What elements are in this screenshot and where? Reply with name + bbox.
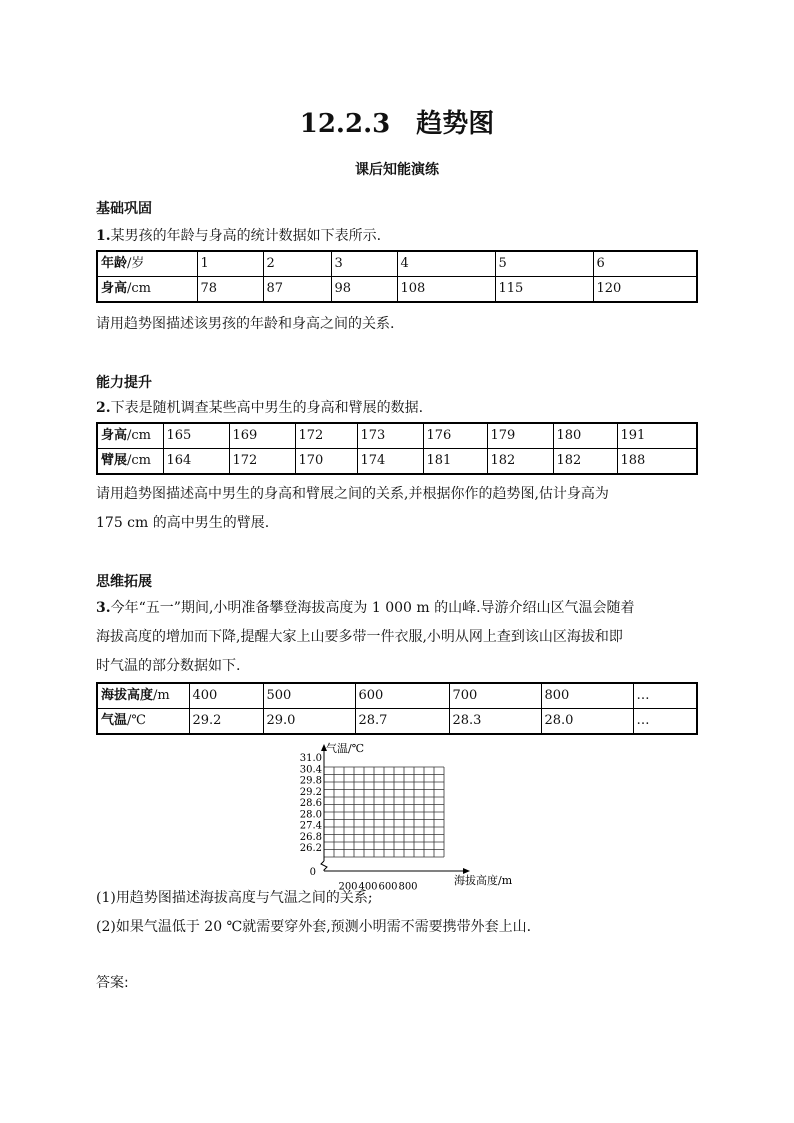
table-cell: 28.0 [541, 709, 633, 735]
page-subtitle: 课后知能演练 [355, 162, 439, 178]
question-3-line-1: 3.今年“五一”期间,小明准备攀登海拔高度为 1 000 m 的山峰.导游介绍山区气温会随着 [96, 600, 635, 616]
question-1-number: 1. [96, 228, 111, 244]
question-1-task: 请用趋势图描述该男孩的年龄和身高之间的关系. [96, 316, 395, 332]
table-cell: 108 [397, 277, 495, 303]
y-tick-label: 26.2 [299, 843, 322, 854]
question-3-line-3: 时气温的部分数据如下. [96, 658, 241, 674]
question-2-task-line-1: 请用趋势图描述高中男生的身高和臂展之间的关系,并根据你作的趋势图,估计身高为 [96, 486, 609, 502]
question-1-stem: 某男孩的年龄与身高的统计数据如下表所示. [110, 228, 382, 244]
table-cell: 120 [593, 277, 697, 303]
table-cell: 182 [487, 449, 553, 475]
table-row [97, 277, 697, 303]
y-tick-label: 30.4 [299, 764, 322, 776]
table-cell: 700 [449, 683, 541, 709]
chart-grid [324, 767, 444, 857]
table-row [97, 683, 697, 709]
table-cell: 191 [617, 423, 697, 449]
table-cell: 181 [423, 449, 487, 475]
table-cell: 3 [331, 251, 397, 277]
table-cell: 29.2 [189, 709, 263, 735]
question-3-line-2: 海拔高度的增加而下降,提醒大家上山要多带一件衣服,小明从网上查到该山区海拔和即 [96, 629, 623, 645]
question-2-number: 2. [96, 400, 111, 416]
table-cell: 1 [197, 251, 263, 277]
x-tick-label: 200 [338, 881, 358, 893]
table-cell: 6 [593, 251, 697, 277]
section-heading-ability: 能力提升 [96, 375, 152, 391]
x-axis-label: 海拔高度/m [454, 874, 513, 887]
y-tick-label: 29.2 [299, 786, 322, 798]
answer-label: 答案: [96, 975, 129, 991]
title-text: 趋势图 [416, 109, 495, 139]
table-header-cell: 身高/cm [97, 277, 197, 303]
table-cell: 173 [357, 423, 423, 449]
table-header-cell: 身高/cm [97, 423, 163, 449]
chart-axes [321, 744, 470, 874]
table-cell: 180 [553, 423, 617, 449]
table-header-cell: 气温/℃ [97, 709, 189, 735]
table-cell: 2 [263, 251, 331, 277]
table-cell: 179 [487, 423, 553, 449]
table-cell: 29.0 [263, 709, 355, 735]
table-cell: 188 [617, 449, 697, 475]
table-row [97, 709, 697, 735]
table-header-cell: 海拔高度/m [97, 683, 189, 709]
y-tick-label: 28.0 [299, 809, 322, 821]
table-cell: 400 [189, 683, 263, 709]
chart-labels [300, 741, 513, 892]
question-1-text [96, 222, 706, 251]
y-tick-label: 29.8 [299, 775, 322, 787]
q2-table [96, 422, 698, 475]
question-3-subquestions [96, 884, 706, 942]
section-heading-thinking: 思维拓展 [96, 574, 152, 590]
question-3-text [96, 594, 706, 681]
table-header-cell: 臂展/cm [97, 449, 163, 475]
question-3-sub-1: (1)用趋势图描述海拔高度与气温之间的关系; [96, 890, 373, 906]
origin-label: 0 [309, 867, 316, 878]
y-tick-label: 31.0 [299, 753, 322, 764]
table-cell: 800 [541, 683, 633, 709]
table-cell: … [633, 683, 697, 709]
x-tick-label: 800 [398, 881, 418, 893]
table-cell: 5 [495, 251, 593, 277]
title-number: 12.2.3 [299, 109, 391, 139]
y-axis-break [321, 861, 327, 871]
temperature-grid-chart [280, 738, 513, 893]
page-title [0, 103, 794, 140]
section-heading-basic: 基础巩固 [96, 201, 152, 217]
y-tick-label: 26.8 [299, 831, 322, 843]
table-row [97, 423, 697, 449]
table-cell: 174 [357, 449, 423, 475]
question-3-sub-2: (2)如果气温低于 20 ℃就需要穿外套,预测小明需不需要携带外套上山. [96, 919, 532, 935]
table-cell: 169 [229, 423, 295, 449]
table-header-cell: 年龄/岁 [97, 251, 197, 277]
y-axis-label: 气温/℃ [326, 742, 365, 755]
table-cell: 182 [553, 449, 617, 475]
q3-table [96, 682, 698, 735]
table-cell: 87 [263, 277, 331, 303]
y-tick-label: 28.6 [299, 798, 322, 809]
table-cell: 165 [163, 423, 229, 449]
table-cell: 4 [397, 251, 495, 277]
table-cell: 172 [295, 423, 357, 449]
table-cell: 98 [331, 277, 397, 303]
table-cell: 28.7 [355, 709, 449, 735]
q1-table [96, 250, 698, 303]
table-row [97, 251, 697, 277]
table-row [97, 449, 697, 475]
table-cell: 600 [355, 683, 449, 709]
question-2-task-line-2: 175 cm 的高中男生的臂展. [96, 515, 270, 531]
table-cell: … [633, 709, 697, 735]
question-2-text [96, 394, 706, 423]
x-tick-label: 400 [358, 881, 378, 893]
table-cell: 78 [197, 277, 263, 303]
table-cell: 170 [295, 449, 357, 475]
x-tick-label: 600 [378, 881, 398, 893]
y-tick-label: 27.4 [299, 820, 322, 832]
question-2-task [96, 480, 706, 538]
table-cell: 28.3 [449, 709, 541, 735]
table-cell: 172 [229, 449, 295, 475]
table-cell: 164 [163, 449, 229, 475]
table-cell: 115 [495, 277, 593, 303]
table-cell: 500 [263, 683, 355, 709]
question-3-number: 3. [96, 600, 111, 616]
question-2-stem: 下表是随机调查某些高中男生的身高和臂展的数据. [110, 400, 424, 416]
table-cell: 176 [423, 423, 487, 449]
